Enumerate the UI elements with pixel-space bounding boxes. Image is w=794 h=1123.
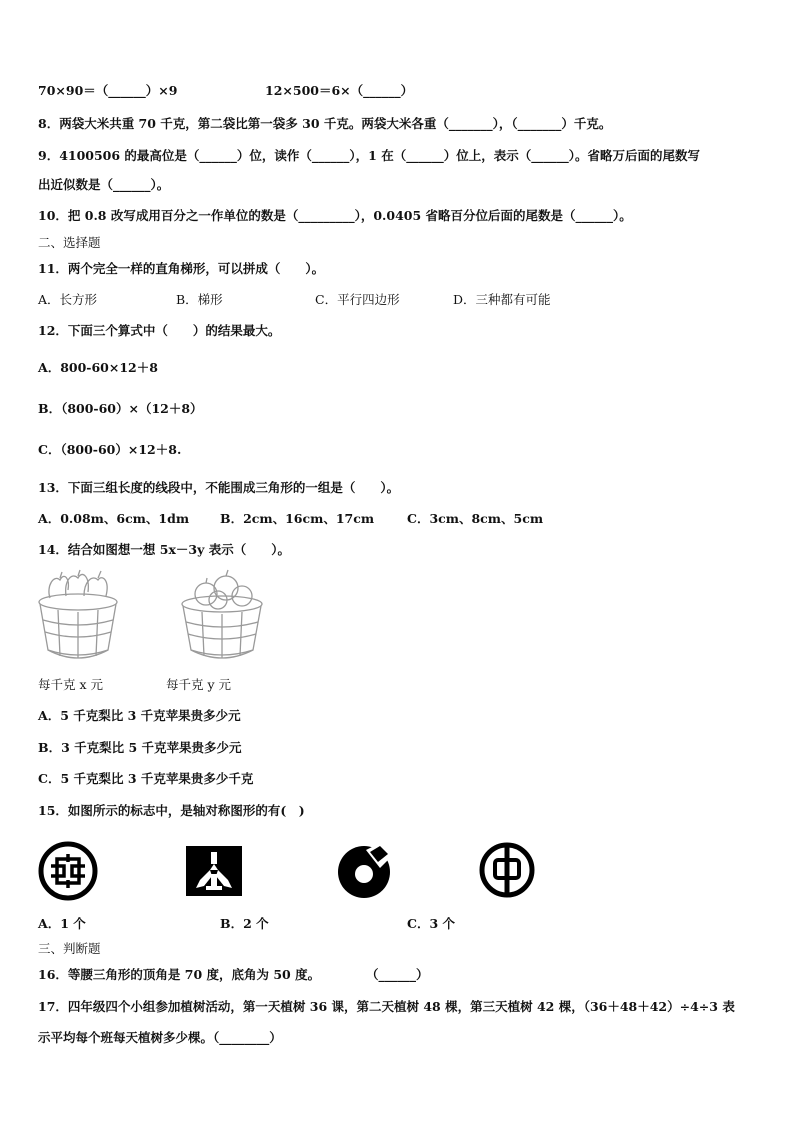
q13-option-b: B．2cm、16cm、17cm [220, 511, 375, 526]
q14-option-a: A．5 千克梨比 3 千克苹果贵多少元 [38, 708, 241, 723]
question-8: 8．两袋大米共重 70 千克，第二袋比第一袋多 30 千克。两袋大米各重（_______），（_______）千克。 [38, 116, 612, 131]
q15-option-a: A．1 个 [38, 916, 86, 931]
question-16: 16．等腰三角形的顶角是 70 度，底角为 50 度。 [38, 967, 321, 982]
question-17-line1: 17．四年级四个小组参加植树活动，第一天植树 36 课，第二天植树 48 棵，第三天植树 42 棵，（36＋48＋42）÷4÷3 表 [38, 999, 735, 1014]
q16-answer-blank: （______） [366, 967, 429, 982]
q12-option-a: A．800-60×12＋8 [38, 360, 158, 375]
q11-option-a: A．长方形 [38, 292, 98, 307]
q7-left-equation: 70×90＝（______）×9 [38, 83, 178, 98]
apple-price-caption: 每千克 y 元 [166, 677, 232, 692]
q14-option-b: B．3 千克梨比 5 千克苹果贵多少元 [38, 740, 242, 755]
question-9-line2: 出近似数是（______）。 [38, 177, 170, 192]
q11-option-c: C．平行四边形 [315, 292, 400, 307]
pear-price-caption: 每千克 x 元 [38, 677, 103, 692]
section-heading-judgement: 三、判断题 [38, 941, 101, 956]
pear-basket-image [36, 568, 120, 668]
q7-right-equation: 12×500＝6×（______） [265, 83, 414, 98]
q13-option-c: C．3cm、8cm、5cm [407, 511, 544, 526]
q13-option-a: A．0.08m、6cm、1dm [38, 511, 190, 526]
q12-option-b: B．（800-60）×（12＋8） [38, 401, 203, 416]
bank-logo-4-icon [477, 840, 537, 900]
bank-logo-1-icon [37, 840, 99, 902]
q11-option-d: D．三种都有可能 [453, 292, 551, 307]
question-9-line1: 9．4100506 的最高位是（______）位，读作（______），1 在（______）位上，表示（______）。省略万后面的尾数写 [38, 148, 700, 163]
q14-option-c: C．5 千克梨比 3 千克苹果贵多少千克 [38, 771, 254, 786]
bank-logo-3-icon [336, 840, 400, 900]
q15-option-b: B．2 个 [220, 916, 269, 931]
apple-basket-image [178, 568, 266, 668]
q12-option-c: C．（800-60）×12＋8. [38, 442, 182, 457]
question-17-line2: 示平均每个班每天植树多少棵。（________） [38, 1030, 282, 1045]
question-11-stem: 11．两个完全一样的直角梯形，可以拼成（ ）。 [38, 261, 325, 276]
bank-logo-2-icon [186, 846, 242, 896]
q15-option-c: C．3 个 [407, 916, 455, 931]
section-heading-choice: 二、选择题 [38, 235, 101, 250]
question-12-stem: 12．下面三个算式中（ ）的结果最大。 [38, 323, 281, 338]
question-14-stem: 14．结合如图想一想 5x－3y 表示（ ）。 [38, 542, 290, 557]
q11-option-b: B．梯形 [176, 292, 223, 307]
question-10: 10．把 0.8 改写成用百分之一作单位的数是（_________），0.0405 省略百分位后面的尾数是（______）。 [38, 208, 632, 223]
question-13-stem: 13．下面三组长度的线段中，不能围成三角形的一组是（ ）。 [38, 480, 400, 495]
question-15-stem: 15．如图所示的标志中，是轴对称图形的有( ) [38, 803, 305, 818]
